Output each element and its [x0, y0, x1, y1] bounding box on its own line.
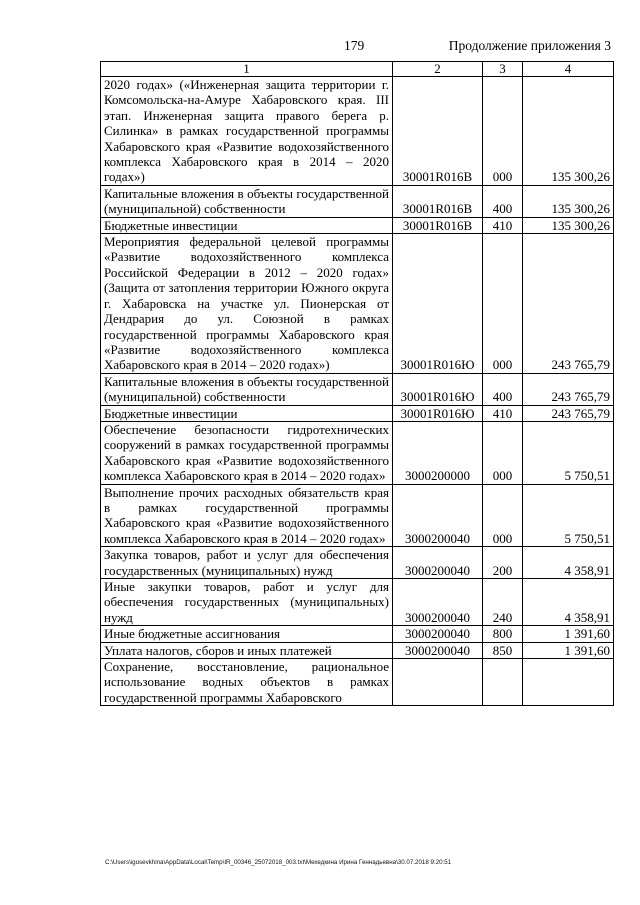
row-name: Бюджетные инвестиции	[101, 217, 393, 233]
row-expense-type: 000	[483, 77, 523, 186]
budget-table	[100, 61, 614, 706]
table-row	[101, 421, 614, 484]
row-name: Уплата налогов, сборов и иных платежей	[101, 642, 393, 658]
table-row	[101, 642, 614, 658]
row-expense-type: 800	[483, 626, 523, 642]
row-expense-type: 000	[483, 421, 523, 484]
table-row	[101, 626, 614, 642]
table-header	[101, 62, 614, 77]
row-name: Иные бюджетные ассигнования	[101, 626, 393, 642]
table-row	[101, 579, 614, 626]
row-amount: 135 300,26	[523, 217, 614, 233]
row-expense-type: 850	[483, 642, 523, 658]
column-header-vr: 3	[483, 62, 523, 77]
column-header-csr: 2	[393, 62, 483, 77]
row-expense-type: 240	[483, 579, 523, 626]
table-row	[101, 547, 614, 579]
row-amount: 5 750,51	[523, 484, 614, 547]
document-path-footer: C:\Users\igusevkhina\AppData\Local\Temp\IR_00346_25072018_003.txt\Мехедкина Ирина Геннадьевна\30.07.2018 9:20:51	[105, 859, 452, 866]
row-name: Капитальные вложения в объекты государственной (муниципальной) собственности	[101, 185, 393, 217]
row-target-code	[393, 659, 483, 706]
row-amount: 243 765,79	[523, 234, 614, 374]
row-target-code: 30001R016В	[393, 185, 483, 217]
row-target-code: 3000200040	[393, 484, 483, 547]
row-target-code: 30001R016Ю	[393, 373, 483, 405]
row-amount	[523, 659, 614, 706]
appendix-continuation-label: Продолжение приложения 3	[448, 38, 611, 53]
row-amount: 1 391,60	[523, 626, 614, 642]
page-header	[0, 38, 640, 58]
row-target-code: 30001R016В	[393, 217, 483, 233]
row-target-code: 3000200040	[393, 579, 483, 626]
table-row	[101, 659, 614, 706]
row-target-code: 3000200000	[393, 421, 483, 484]
row-name: Сохранение, восстановление, рациональное использование водных объектов в рамках государственной программы Хабаровского	[101, 659, 393, 706]
column-header-name: 1	[101, 62, 393, 77]
table-row	[101, 234, 614, 374]
table-row	[101, 77, 614, 186]
table-row	[101, 484, 614, 547]
row-target-code: 30001R016В	[393, 77, 483, 186]
row-target-code: 30001R016Ю	[393, 234, 483, 374]
table-row	[101, 405, 614, 421]
row-expense-type: 200	[483, 547, 523, 579]
row-target-code: 3000200040	[393, 626, 483, 642]
table-row	[101, 373, 614, 405]
row-amount: 4 358,91	[523, 547, 614, 579]
row-target-code: 3000200040	[393, 547, 483, 579]
row-amount: 243 765,79	[523, 373, 614, 405]
table-row	[101, 217, 614, 233]
column-number-row	[101, 62, 614, 77]
row-name: Бюджетные инвестиции	[101, 405, 393, 421]
row-amount: 243 765,79	[523, 405, 614, 421]
row-amount: 135 300,26	[523, 185, 614, 217]
row-expense-type: 410	[483, 217, 523, 233]
row-amount: 5 750,51	[523, 421, 614, 484]
column-header-amount: 4	[523, 62, 614, 77]
row-expense-type: 400	[483, 373, 523, 405]
row-name: 2020 годах» («Инженерная защита территории г. Комсомольска-на-Амуре Хабаровского края. III этап. Инженерная защита правого берега р. Силинка» в рамках государственной программы Хабаровского края «Развитие водохозяйственного комплекса Хабаровского края в 2014 – 2020 годах»)	[101, 77, 393, 186]
table-body	[101, 77, 614, 706]
row-name: Мероприятия федеральной целевой программы «Развитие водохозяйственного комплекса Российской Федерации в 2012 – 2020 годах» (Защита от затопления территории Южного округа г. Хабаровска на участке ул. Пионерская от Дендрария до ул. Союзной в рамках государственной программы Хабаровского края «Развитие водохозяйственного комплекса Хабаровского края в 2014 – 2020 годах»)	[101, 234, 393, 374]
row-expense-type	[483, 659, 523, 706]
row-amount: 135 300,26	[523, 77, 614, 186]
row-target-code: 30001R016Ю	[393, 405, 483, 421]
row-target-code: 3000200040	[393, 642, 483, 658]
row-expense-type: 000	[483, 234, 523, 374]
row-name: Иные закупки товаров, работ и услуг для обеспечения государственных (муниципальных) нужд	[101, 579, 393, 626]
row-expense-type: 410	[483, 405, 523, 421]
row-name: Выполнение прочих расходных обязательств края в рамках государственной программы Хабаровского края «Развитие водохозяйственного комплекса Хабаровского края в 2014 – 2020 годах»	[101, 484, 393, 547]
row-expense-type: 400	[483, 185, 523, 217]
row-amount: 4 358,91	[523, 579, 614, 626]
row-expense-type: 000	[483, 484, 523, 547]
row-name: Закупка товаров, работ и услуг для обеспечения государственных (муниципальных) нужд	[101, 547, 393, 579]
page-number: 179	[344, 38, 365, 53]
row-name: Обеспечение безопасности гидротехнических сооружений в рамках государственной программы Хабаровского края «Развитие водохозяйственного комплекса Хабаровского края в 2014 – 2020 годах»	[101, 421, 393, 484]
table-row	[101, 185, 614, 217]
row-name: Капитальные вложения в объекты государственной (муниципальной) собственности	[101, 373, 393, 405]
row-amount: 1 391,60	[523, 642, 614, 658]
